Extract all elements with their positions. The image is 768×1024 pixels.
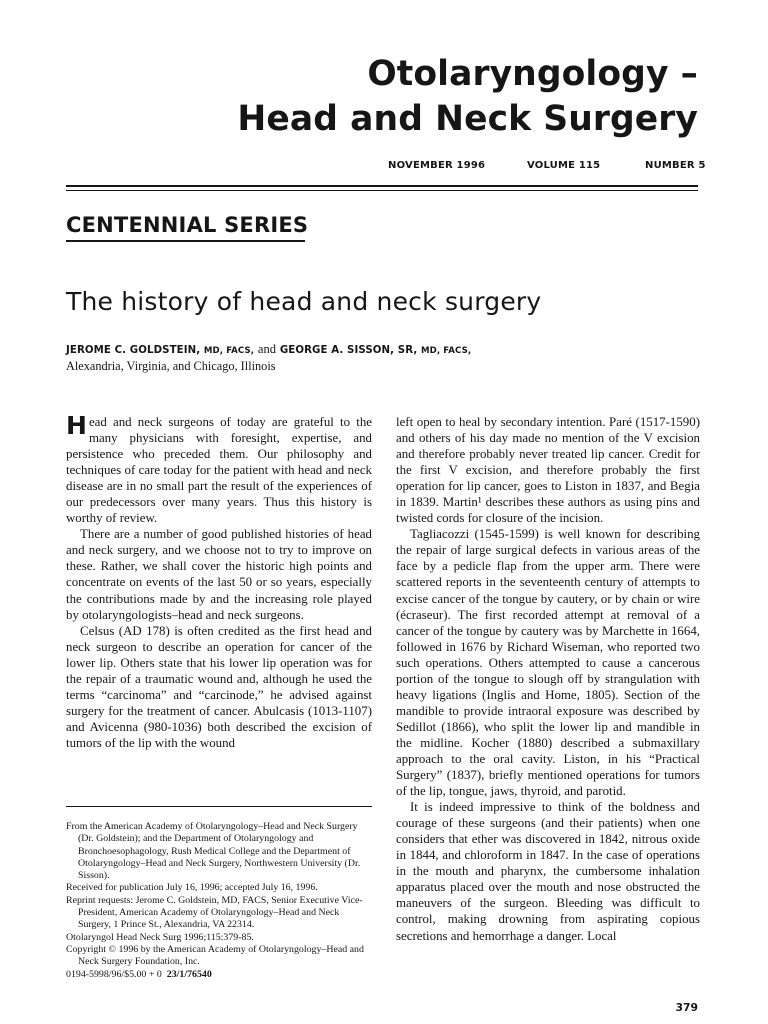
page-number: 379: [675, 1001, 698, 1014]
author1-name: JEROME C. GOLDSTEIN,: [66, 345, 201, 356]
author2-degrees: MD, FACS,: [420, 346, 472, 356]
body-column-left: [66, 411, 372, 751]
author-affiliation: Alexandria, Virginia, and Chicago, Illinois: [66, 359, 276, 373]
issue-volume: VOLUME 115: [527, 160, 601, 171]
author2-name: GEORGE A. SISSON, SR,: [279, 345, 418, 356]
footnote-issn: [66, 969, 374, 981]
body-paragraph: [66, 411, 372, 526]
header-rule-top: [66, 185, 698, 187]
author-conjunction: and: [257, 342, 277, 356]
body-paragraph: left open to heal by secondary intention. Paré (1517-1590) and others of his day made no mention of the V excision and therefore probably never treated lip cancer. Credit for the first V excision, and therefore probably the first operation for lip cancer, goes to Liston in 1837, and Begia in 1839. Martin¹ describes these authors as using pins and twisted cords for closure of the incision.: [396, 415, 700, 526]
issue-date: NOVEMBER 1996: [388, 160, 486, 171]
footnote-reprints: Reprint requests: Jerome C. Goldstein, MD, FACS, Senior Executive Vice-President, American Academy of Otolaryngology–Head and Neck Surgery, 1 Prince St., Alexandria, VA 22314.: [66, 894, 363, 931]
series-underline: [66, 240, 305, 242]
body-paragraph: It is indeed impressive to think of the boldness and courage of these surgeons (and their patients) when one considers that ether was discovered in 1842, nitrous oxide in 1844, and chloroform in 1847. In the case of operations in the mouth and pharynx, the cumbersome inhalation apparatus placed over the mouth and nose obstructed the maneuvers of the surgeon. Bleeding was difficult to control, making drowning from aspirating copious secretions and hemorrhage a danger. Local: [396, 800, 700, 943]
article-title: The history of head and neck surgery: [66, 287, 542, 316]
body-paragraph-text: ead and neck surgeons of today are grateful to the many physicians with foresight, expertise, and persistence who preceded them. Our philosophy and techniques of care today for the patient with head and neck disease are in no small part the result of the experiences of our predecessors over many years. Thus this history is worthy of review.: [66, 415, 372, 526]
journal-title-line1: Otolaryngology –: [367, 54, 698, 94]
issn-text: 0194-5998/96/$5.00 + 0: [66, 968, 162, 980]
series-heading: CENTENNIAL SERIES: [66, 213, 309, 237]
body-paragraph: Celsus (AD 178) is often credited as the first head and neck surgeon to describe an operation for cancer of the lower lip. Others state that his lower lip operation was for the repair of a traumatic wound and, although he used the terms “carcinoma” and “carcinode,” he advised against surgery for the treatment of cancer. Abulcasis (1013-1107) and Avicenna (980-1036) both described the excision of tumors of the lip with the wound: [66, 623, 372, 750]
footnote-received: Received for publication July 16, 1996; accepted July 16, 1996.: [66, 882, 318, 894]
body-paragraph: Tagliacozzi (1545-1599) is well known for describing the repair of large surgical defects in various areas of the face by a pedicle flap from the upper arm. There were scattered reports in the seventeenth century of attempts to excise cancer of the tongue by cautery, or by chain or wire (écraseur). The first recorded attempt at removal of a cancer of the tongue by cautery was by Marchette in 1664, followed in 1676 by Richard Wiseman, who reported two such operations. Others attempted to cause a cancerous portion of the tongue to slough off by strangulation with heavy ligations (Inglis and Home, 1805). Section of the mandible to provide intraoral exposure was described by Sedillot (1866), who split the lower lip and mandible in the midline. Kocher (1880) described a submaxillary approach to the oral cavity. Liston, in his “Practical Surgery” (1837), briefly mentioned operations for tumors of the lip, tongue, jaws, thyroid, and parotid.: [396, 527, 700, 799]
header-rule-bottom: [66, 190, 698, 191]
body-paragraph: There are a number of good published histories of head and neck surgery, and we choose not to try to improve on these. Rather, we shall cover the historic high points and concentrate on events of the last 50 or so years, especially the contributions made by and the increasing role played by otolaryngologists–head and neck surgeons.: [66, 527, 372, 622]
footnote-citation: Otolaryngol Head Neck Surg 1996;115:379-85.: [66, 931, 254, 943]
footnote-copyright: Copyright © 1996 by the American Academy of Otolaryngology–Head and Neck Surgery Foundation, Inc.: [66, 943, 364, 968]
footnote-affiliation: From the American Academy of Otolaryngology–Head and Neck Surgery (Dr. Goldstein); and the Department of Otolaryngology and Bronchoesophagology, Rush Medical College and the Department of Otolaryngology–Head and Neck Surgery, Northwestern University (Dr. Sisson).: [66, 821, 361, 882]
journal-title: [138, 52, 698, 142]
drop-cap: H: [66, 411, 87, 440]
author-byline: [66, 342, 471, 357]
author1-degrees: MD, FACS,: [203, 346, 255, 356]
issn-code: 23/1/76540: [166, 968, 212, 980]
body-column-right: [396, 414, 700, 944]
issue-number: NUMBER 5: [645, 160, 706, 171]
footnotes: [66, 821, 374, 981]
footnote-rule: [66, 806, 372, 807]
journal-title-line2: Head and Neck Surgery: [237, 99, 698, 139]
